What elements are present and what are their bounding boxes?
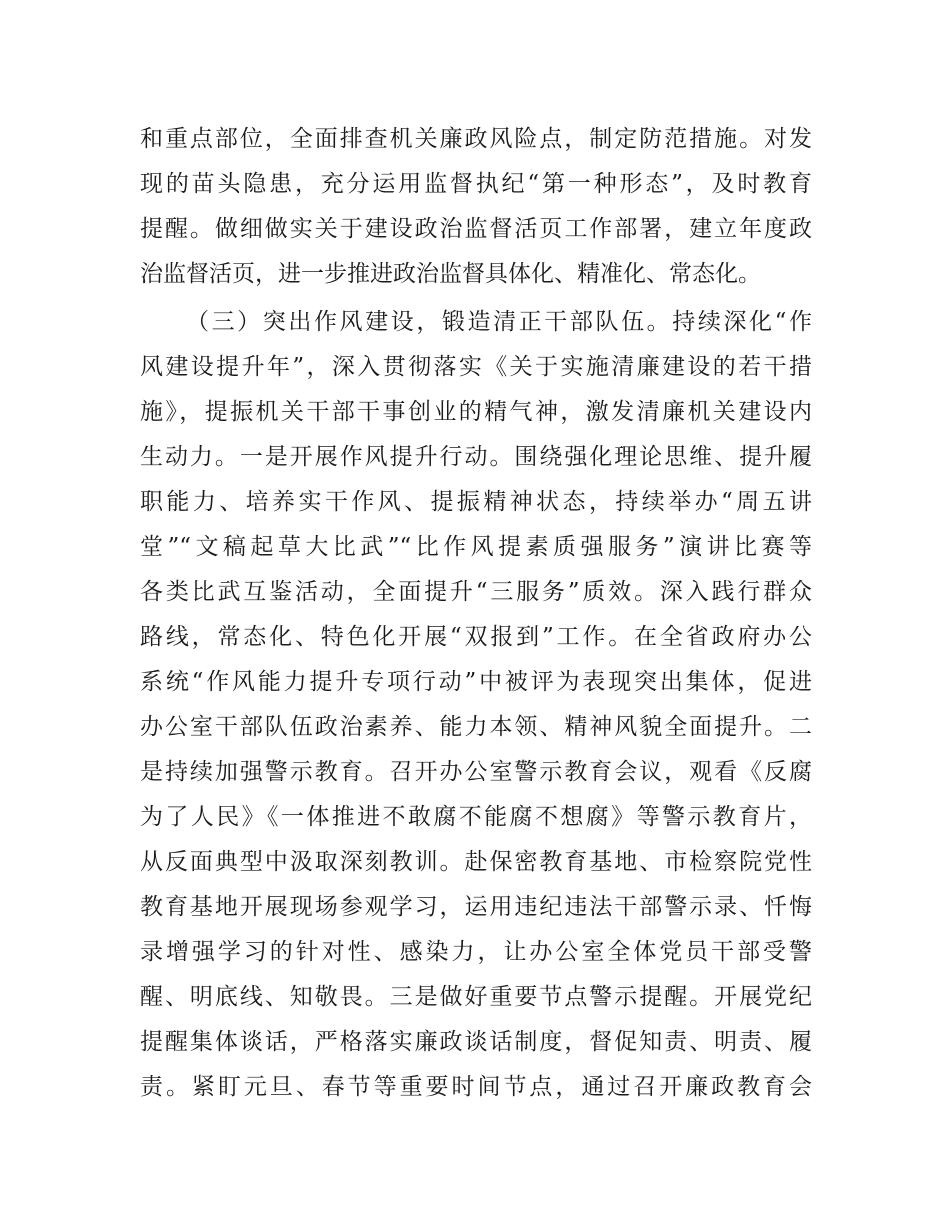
text-line: 堂”“文稿起草大比武”“比作风提素质强服务”演讲比赛等 — [140, 534, 812, 560]
text-line: 办公室干部队伍政治素养、能力本领、精神风貌全面提升。二 — [140, 714, 812, 740]
paragraph-continuation — [140, 117, 812, 297]
text-line: 提醒。做细做实关于建设政治监督活页工作部署，建立年度政 — [140, 216, 812, 242]
text-line: 治监督活页，进一步推进政治监督具体化、精准化、常态化。 — [140, 261, 761, 287]
text-line: 风建设提升年”，深入贯彻落实《关于实施清廉建设的若干措 — [140, 354, 812, 380]
text-line: 醒、明底线、知敬畏。三是做好重要节点警示提醒。开展党纪 — [140, 984, 812, 1010]
text-line: 施》，提振机关干部干事创业的精气神，激发清廉机关建设内 — [140, 399, 812, 425]
text-line: 提醒集体谈话，严格落实廉政谈话制度，督促知责、明责、履 — [140, 1029, 812, 1055]
text-line: 生动力。一是开展作风提升行动。围绕强化理论思维、提升履 — [140, 444, 812, 470]
paragraph-section-three — [140, 300, 812, 1110]
text-line: 各类比武互鉴活动，全面提升“三服务”质效。深入践行群众 — [140, 579, 812, 605]
text-line: 现的苗头隐患，充分运用监督执纪“第一种形态”，及时教育 — [140, 171, 812, 197]
text-line: 录增强学习的针对性、感染力，让办公室全体党员干部受警 — [140, 939, 812, 965]
text-line: 从反面典型中汲取深刻教训。赴保密教育基地、市检察院党性 — [140, 849, 812, 875]
text-line: 系统“作风能力提升专项行动”中被评为表现突出集体，促进 — [140, 669, 812, 695]
text-line: 路线，常态化、特色化开展“双报到”工作。在全省政府办公 — [140, 624, 812, 650]
text-line: 为了人民》《一体推进不敢腐不能腐不想腐》等警示教育片， — [140, 804, 812, 830]
text-line: 和重点部位，全面排查机关廉政风险点，制定防范措施。对发 — [140, 126, 812, 152]
text-line: 是持续加强警示教育。召开办公室警示教育会议，观看《反腐 — [140, 759, 812, 785]
text-line: 教育基地开展现场参观学习，运用违纪违法干部警示录、忏悔 — [140, 894, 812, 920]
text-line: 职能力、培养实干作风、提振精神状态，持续举办“周五讲 — [140, 489, 812, 515]
text-line: 责。紧盯元旦、春节等重要时间节点，通过召开廉政教育会 — [140, 1074, 812, 1100]
text-line-indented: （三）突出作风建设，锻造清正干部队伍。持续深化“作 — [186, 309, 812, 335]
